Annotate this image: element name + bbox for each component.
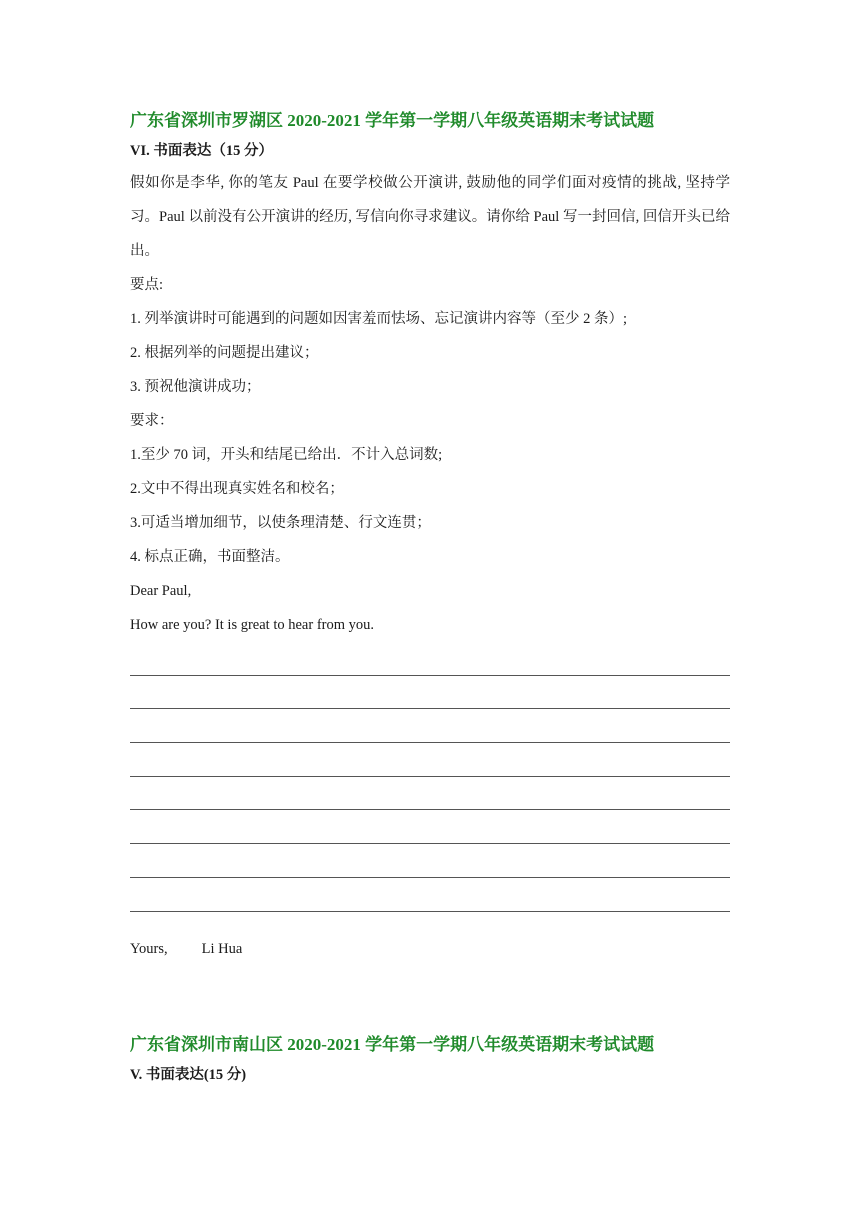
section-title: 广东省深圳市罗湖区 2020-2021 学年第一学期八年级英语期末考试试题 bbox=[130, 111, 655, 130]
point-item: 3. 预祝他演讲成功； bbox=[130, 379, 261, 395]
letter-signoff bbox=[130, 932, 730, 966]
requirement-item: 4. 标点正确，书面整洁。 bbox=[130, 549, 290, 565]
answer-line[interactable] bbox=[130, 642, 730, 676]
section-heading: VI. 书面表达（15 分） bbox=[130, 143, 273, 159]
point-item: 1. 列举演讲时可能遇到的问题如因害羞而怯场、忘记演讲内容等（至少 2 条）; bbox=[130, 311, 628, 327]
section-title: 广东省深圳市南山区 2020-2021 学年第一学期八年级英语期末考试试题 bbox=[130, 1035, 655, 1054]
answer-line[interactable] bbox=[130, 709, 730, 743]
point-item: 2. 根据列举的问题提出建议； bbox=[130, 345, 319, 361]
requirement-item: 3.可适当增加细节，以使条理清楚、行文连贯； bbox=[130, 515, 431, 531]
answer-line[interactable] bbox=[130, 810, 730, 844]
letter-greeting: Dear Paul, bbox=[130, 583, 192, 599]
answer-line[interactable] bbox=[130, 878, 730, 912]
points-label: 要点: bbox=[130, 277, 164, 293]
section-heading: V. 书面表达(15 分) bbox=[130, 1067, 247, 1083]
requirement-item: 1.至少 70 词，开头和结尾已给出．不计入总词数; bbox=[130, 447, 443, 463]
letter-closing: Yours, bbox=[130, 940, 168, 957]
answer-line[interactable] bbox=[130, 844, 730, 878]
exam-section-luohu bbox=[130, 106, 730, 966]
letter-signature: Li Hua bbox=[201, 940, 243, 957]
answer-line[interactable] bbox=[130, 777, 730, 811]
exam-section-nanshan bbox=[130, 1030, 730, 1090]
answer-line[interactable] bbox=[130, 743, 730, 777]
writing-prompt: 假如你是李华, 你的笔友 Paul 在要学校做公开演讲, 鼓励他的同学们面对疫情的挑战, 坚持学习。Paul 以前没有公开演讲的经历, 写信向你寻求建议。请你给 Paul 写一封回信, 回信开头已给出。 bbox=[130, 175, 730, 259]
requirements-label: 要求： bbox=[130, 413, 174, 429]
answer-writing-area[interactable] bbox=[130, 642, 730, 912]
letter-opening: How are you? It is great to hear from you. bbox=[130, 617, 375, 633]
requirement-item: 2.文中不得出现真实姓名和校名； bbox=[130, 481, 344, 497]
answer-line[interactable] bbox=[130, 676, 730, 710]
